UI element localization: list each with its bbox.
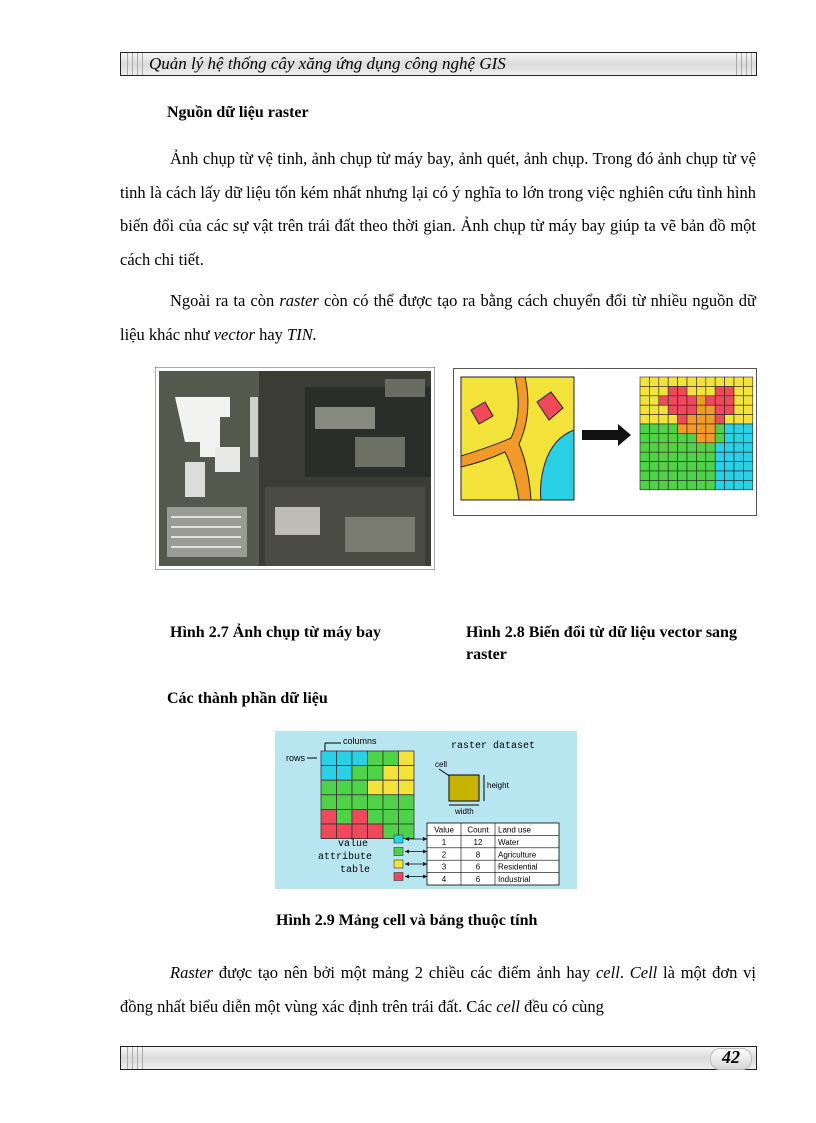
cell-grid-cell bbox=[368, 824, 384, 839]
cell-grid-cell bbox=[399, 795, 415, 810]
raster-grid-cell bbox=[743, 386, 752, 395]
legend-swatch bbox=[394, 835, 403, 843]
raster-grid-cell bbox=[706, 443, 715, 452]
raster-grid-cell bbox=[640, 424, 649, 433]
cell-grid-cell bbox=[383, 780, 399, 795]
raster-grid-cell bbox=[678, 377, 687, 386]
raster-grid-cell bbox=[687, 396, 696, 405]
section-heading-data-components: Các thành phần dữ liệu bbox=[167, 690, 328, 707]
raster-grid-cell bbox=[696, 424, 705, 433]
raster-grid-cell bbox=[687, 462, 696, 471]
para3-text-d: đều có cùng bbox=[520, 996, 604, 1016]
raster-grid-cell bbox=[649, 443, 658, 452]
legend-swatch bbox=[394, 873, 403, 881]
para3-term-raster: Raster bbox=[170, 963, 214, 982]
raster-grid-cell bbox=[743, 405, 752, 414]
raster-grid-cell bbox=[696, 433, 705, 442]
columns-label: columns bbox=[343, 736, 377, 746]
raster-grid-cell bbox=[725, 471, 734, 480]
header-stripe-left bbox=[125, 53, 143, 75]
raster-grid-cell bbox=[696, 415, 705, 424]
raster-grid-cell bbox=[706, 415, 715, 424]
cell-grid-cell bbox=[368, 809, 384, 824]
raster-grid-cell bbox=[715, 480, 724, 489]
raster-grid-cell bbox=[715, 424, 724, 433]
attribute-table-cell: 6 bbox=[475, 875, 481, 885]
raster-grid-cell bbox=[715, 443, 724, 452]
raster-grid-cell bbox=[725, 443, 734, 452]
raster-grid-cell bbox=[687, 452, 696, 461]
raster-grid-cell bbox=[678, 415, 687, 424]
raster-dataset-diagram bbox=[275, 731, 577, 889]
cell-grid-cell bbox=[337, 766, 353, 781]
raster-grid-cell bbox=[706, 386, 715, 395]
raster-grid-cell bbox=[659, 452, 668, 461]
cell-grid-cell bbox=[337, 795, 353, 810]
raster-grid-cell bbox=[668, 405, 677, 414]
raster-grid-cell bbox=[678, 480, 687, 489]
cell-grid-cell bbox=[337, 780, 353, 795]
raster-grid-cell bbox=[734, 424, 743, 433]
raster-grid-cell bbox=[659, 424, 668, 433]
raster-grid-cell bbox=[659, 462, 668, 471]
attribute-table-cell: 3 bbox=[441, 862, 447, 872]
attribute-table-header: Count bbox=[467, 825, 489, 835]
raster-grid-cell bbox=[668, 377, 677, 386]
raster-grid-cell bbox=[678, 452, 687, 461]
raster-grid-cell bbox=[706, 433, 715, 442]
raster-grid-cell bbox=[668, 471, 677, 480]
raster-grid-cell bbox=[706, 462, 715, 471]
raster-grid-cell bbox=[734, 386, 743, 395]
raster-grid-cell bbox=[678, 433, 687, 442]
attribute-table-cell: 2 bbox=[441, 850, 447, 860]
header-band bbox=[120, 52, 757, 76]
raster-grid-cell bbox=[649, 405, 658, 414]
raster-grid-cell bbox=[687, 386, 696, 395]
raster-grid-cell bbox=[696, 396, 705, 405]
cell-grid-cell bbox=[337, 824, 353, 839]
para2-term-raster: raster bbox=[279, 291, 319, 310]
raster-grid-cell bbox=[649, 377, 658, 386]
raster-grid-cell bbox=[640, 443, 649, 452]
header-title: Quản lý hệ thống cây xăng ứng dụng công nghệ GIS bbox=[149, 54, 506, 73]
raster-grid-cell bbox=[659, 415, 668, 424]
para2-term-vector: vector bbox=[213, 324, 255, 344]
attribute-table-cell: 1 bbox=[441, 837, 447, 847]
raster-grid-cell bbox=[640, 452, 649, 461]
attribute-table-header: Land use bbox=[498, 825, 531, 835]
raster-grid-cell bbox=[743, 377, 752, 386]
cell-grid-cell bbox=[399, 780, 415, 795]
raster-grid bbox=[640, 377, 753, 490]
cell-label: cell bbox=[435, 760, 448, 769]
cell-sample bbox=[449, 775, 479, 801]
para3-text-a: được tạo nên bởi một mảng 2 chiều các điểm ảnh hay bbox=[213, 963, 596, 982]
page-number: 42 bbox=[722, 1047, 740, 1067]
raster-grid-cell bbox=[706, 471, 715, 480]
raster-grid-cell bbox=[668, 433, 677, 442]
raster-grid-cell bbox=[725, 433, 734, 442]
raster-grid-cell bbox=[649, 480, 658, 489]
cell-grid-cell bbox=[368, 766, 384, 781]
width-label: width bbox=[455, 807, 474, 816]
raster-grid-cell bbox=[678, 396, 687, 405]
raster-grid-cell bbox=[649, 424, 658, 433]
raster-grid-cell bbox=[696, 452, 705, 461]
cell-grid-cell bbox=[399, 766, 415, 781]
raster-grid-cell bbox=[725, 452, 734, 461]
raster-grid-cell bbox=[696, 480, 705, 489]
cell-grid-cell bbox=[321, 795, 337, 810]
cell-grid-cell bbox=[352, 780, 368, 795]
raster-grid-cell bbox=[659, 480, 668, 489]
legend-swatch bbox=[394, 860, 403, 868]
cell-grid-cell bbox=[368, 795, 384, 810]
raster-grid-cell bbox=[659, 396, 668, 405]
raster-grid-cell bbox=[715, 471, 724, 480]
raster-grid-cell bbox=[649, 415, 658, 424]
raster-grid-cell bbox=[678, 386, 687, 395]
cell-grid-cell bbox=[368, 780, 384, 795]
raster-grid-cell bbox=[659, 443, 668, 452]
raster-grid-cell bbox=[743, 424, 752, 433]
para3-term-cell-3: cell bbox=[496, 996, 521, 1016]
raster-grid-cell bbox=[668, 480, 677, 489]
cell-grid-cell bbox=[399, 751, 415, 766]
cell-grid-cell bbox=[352, 809, 368, 824]
section-heading-raster-sources: Nguồn dữ liệu raster bbox=[167, 104, 309, 121]
raster-grid-cell bbox=[734, 462, 743, 471]
raster-grid-cell bbox=[678, 405, 687, 414]
raster-grid-cell bbox=[678, 424, 687, 433]
raster-grid-cell bbox=[715, 396, 724, 405]
raster-grid-cell bbox=[734, 377, 743, 386]
header-stripe-right bbox=[734, 53, 752, 75]
raster-grid-cell bbox=[715, 415, 724, 424]
raster-grid-cell bbox=[640, 480, 649, 489]
raster-grid-cell bbox=[668, 396, 677, 405]
raster-grid-cell bbox=[649, 471, 658, 480]
raster-grid-cell bbox=[668, 424, 677, 433]
raster-grid-cell bbox=[659, 405, 668, 414]
raster-grid-cell bbox=[725, 405, 734, 414]
attribute-table-cell: Agriculture bbox=[498, 850, 537, 860]
raster-grid-cell bbox=[734, 480, 743, 489]
raster-grid-cell bbox=[696, 471, 705, 480]
raster-grid-cell bbox=[696, 405, 705, 414]
height-label: height bbox=[487, 781, 509, 790]
raster-grid-cell bbox=[649, 433, 658, 442]
raster-grid-cell bbox=[706, 452, 715, 461]
raster-grid-cell bbox=[649, 396, 658, 405]
raster-grid-cell bbox=[687, 377, 696, 386]
attribute-table-cell: Industrial bbox=[498, 875, 531, 885]
raster-grid-cell bbox=[668, 462, 677, 471]
raster-grid-cell bbox=[687, 443, 696, 452]
raster-grid-cell bbox=[706, 424, 715, 433]
attribute-table-cell: 8 bbox=[475, 850, 481, 860]
raster-grid-cell bbox=[743, 396, 752, 405]
raster-grid-cell bbox=[640, 396, 649, 405]
raster-grid-cell bbox=[715, 377, 724, 386]
para2-text-b: còn có thể được tạo ra bằng cách chuyển đổi từ nhiều nguồn dữ liệu khác như bbox=[120, 291, 756, 344]
cell-grid-cell bbox=[337, 809, 353, 824]
raster-grid-cell bbox=[668, 443, 677, 452]
vat-label-line2: attribute bbox=[317, 852, 373, 863]
raster-grid-cell bbox=[659, 386, 668, 395]
raster-grid-cell bbox=[706, 480, 715, 489]
attribute-table-cell: 6 bbox=[475, 862, 481, 872]
paragraph-3 bbox=[120, 956, 756, 1023]
para2-text-a: Ngoài ra ta còn bbox=[170, 291, 280, 310]
paragraph-2 bbox=[120, 284, 756, 351]
raster-grid-cell bbox=[687, 415, 696, 424]
raster-grid-cell bbox=[640, 462, 649, 471]
figure-2-9-caption: Hình 2.9 Mảng cell và bảng thuộc tính bbox=[276, 912, 538, 929]
para3-text-b: . bbox=[619, 963, 630, 982]
raster-grid-cell bbox=[743, 433, 752, 442]
raster-grid-cell bbox=[678, 471, 687, 480]
raster-grid-cell bbox=[696, 443, 705, 452]
raster-grid-cell bbox=[706, 396, 715, 405]
raster-grid-cell bbox=[640, 433, 649, 442]
raster-grid-cell bbox=[696, 462, 705, 471]
raster-grid-cell bbox=[668, 386, 677, 395]
attribute-table-cell: 12 bbox=[473, 837, 483, 847]
para2-text-c: hay bbox=[254, 324, 288, 344]
raster-grid-cell bbox=[743, 462, 752, 471]
attribute-table bbox=[427, 823, 559, 885]
raster-grid-cell bbox=[725, 424, 734, 433]
raster-grid-cell bbox=[743, 443, 752, 452]
raster-grid-cell bbox=[678, 462, 687, 471]
para3-term-cell-1: cell bbox=[595, 963, 620, 982]
dataset-label: raster dataset bbox=[451, 741, 536, 752]
raster-grid-cell bbox=[687, 424, 696, 433]
raster-grid-cell bbox=[640, 377, 649, 386]
raster-grid-cell bbox=[725, 462, 734, 471]
raster-grid-cell bbox=[640, 471, 649, 480]
raster-grid-cell bbox=[678, 443, 687, 452]
cell-grid-cell bbox=[352, 824, 368, 839]
vat-label-line1: value bbox=[337, 839, 369, 850]
raster-grid-cell bbox=[725, 415, 734, 424]
raster-grid-cell bbox=[649, 452, 658, 461]
attribute-table-cell: Water bbox=[498, 837, 520, 847]
raster-grid-cell bbox=[734, 452, 743, 461]
attribute-table-header: Value bbox=[434, 825, 454, 835]
raster-grid-cell bbox=[668, 452, 677, 461]
footer-band bbox=[120, 1046, 757, 1070]
raster-grid-cell bbox=[706, 405, 715, 414]
raster-grid-cell bbox=[687, 405, 696, 414]
raster-grid-cell bbox=[734, 471, 743, 480]
raster-grid-cell bbox=[696, 386, 705, 395]
cell-grid bbox=[321, 751, 414, 839]
cell-grid-cell bbox=[383, 766, 399, 781]
raster-grid-cell bbox=[743, 452, 752, 461]
cell-grid-cell bbox=[321, 766, 337, 781]
cell-grid-cell bbox=[368, 751, 384, 766]
raster-grid-cell bbox=[734, 405, 743, 414]
raster-grid-cell bbox=[725, 377, 734, 386]
cell-grid-cell bbox=[321, 751, 337, 766]
raster-grid-cell bbox=[687, 471, 696, 480]
raster-grid-cell bbox=[687, 433, 696, 442]
raster-grid-cell bbox=[640, 386, 649, 395]
raster-grid-cell bbox=[696, 377, 705, 386]
cell-grid-cell bbox=[321, 809, 337, 824]
raster-grid-cell bbox=[659, 433, 668, 442]
raster-grid-cell bbox=[640, 415, 649, 424]
raster-grid-cell bbox=[659, 377, 668, 386]
raster-grid-cell bbox=[734, 396, 743, 405]
cell-grid-cell bbox=[383, 795, 399, 810]
raster-grid-cell bbox=[649, 462, 658, 471]
raster-grid-cell bbox=[743, 415, 752, 424]
raster-grid-cell bbox=[640, 405, 649, 414]
raster-grid-cell bbox=[659, 471, 668, 480]
raster-grid-cell bbox=[706, 377, 715, 386]
para3-term-cell-2: Cell bbox=[629, 963, 658, 982]
footer-stripe-left bbox=[125, 1047, 143, 1069]
paragraph-1: Ảnh chụp từ vệ tinh, ảnh chụp từ máy bay, ảnh quét, ảnh chụp. Trong đó ảnh chụp từ vệ tinh là cách lấy dữ liệu tốn kém nhất nhưng lại có ý nghĩa to lớn trong việc nghiên cứu tình hình biến đổi của các sự vật trên trái đất theo thời gian. Ảnh chụp từ máy bay giúp ta vẽ bản đồ một cách chi tiết. bbox=[120, 149, 756, 269]
rows-label: rows bbox=[286, 753, 306, 763]
vat-label-line3: table bbox=[339, 865, 371, 876]
raster-grid-cell bbox=[668, 415, 677, 424]
raster-grid-cell bbox=[715, 386, 724, 395]
cell-grid-cell bbox=[321, 780, 337, 795]
cell-grid-cell bbox=[383, 809, 399, 824]
raster-grid-cell bbox=[725, 386, 734, 395]
aerial-photo-figure bbox=[155, 367, 435, 570]
raster-grid-cell bbox=[715, 462, 724, 471]
raster-grid-cell bbox=[734, 415, 743, 424]
raster-grid-cell bbox=[715, 405, 724, 414]
figure-2-7-caption: Hình 2.7 Ảnh chụp từ máy bay bbox=[170, 624, 381, 641]
cell-grid-cell bbox=[399, 809, 415, 824]
raster-grid-cell bbox=[725, 396, 734, 405]
cell-grid-cell bbox=[352, 766, 368, 781]
vector-to-raster-figure bbox=[453, 368, 757, 516]
raster-grid-cell bbox=[734, 443, 743, 452]
cell-grid-cell bbox=[352, 751, 368, 766]
para2-term-tin: TIN. bbox=[287, 324, 317, 344]
cell-grid-cell bbox=[337, 751, 353, 766]
para3-text-c: là một đơn vị đồng nhất biểu diễn một vùng xác định trên trái đất. Các bbox=[120, 963, 757, 1016]
raster-grid-cell bbox=[687, 480, 696, 489]
attribute-table-cell: Residential bbox=[498, 862, 538, 872]
raster-grid-cell bbox=[743, 480, 752, 489]
raster-grid-cell bbox=[734, 433, 743, 442]
raster-grid-cell bbox=[715, 452, 724, 461]
cell-grid-cell bbox=[321, 824, 337, 839]
attribute-table-cell: 4 bbox=[441, 875, 447, 885]
legend-swatch bbox=[394, 848, 403, 856]
cell-grid-cell bbox=[383, 751, 399, 766]
raster-grid-cell bbox=[715, 433, 724, 442]
figure-2-8-caption: Hình 2.8 Biến đổi từ dữ liệu vector sang raster bbox=[466, 624, 737, 663]
raster-grid-cell bbox=[725, 480, 734, 489]
cell-grid-cell bbox=[352, 795, 368, 810]
raster-grid-cell bbox=[743, 471, 752, 480]
raster-grid-cell bbox=[649, 386, 658, 395]
